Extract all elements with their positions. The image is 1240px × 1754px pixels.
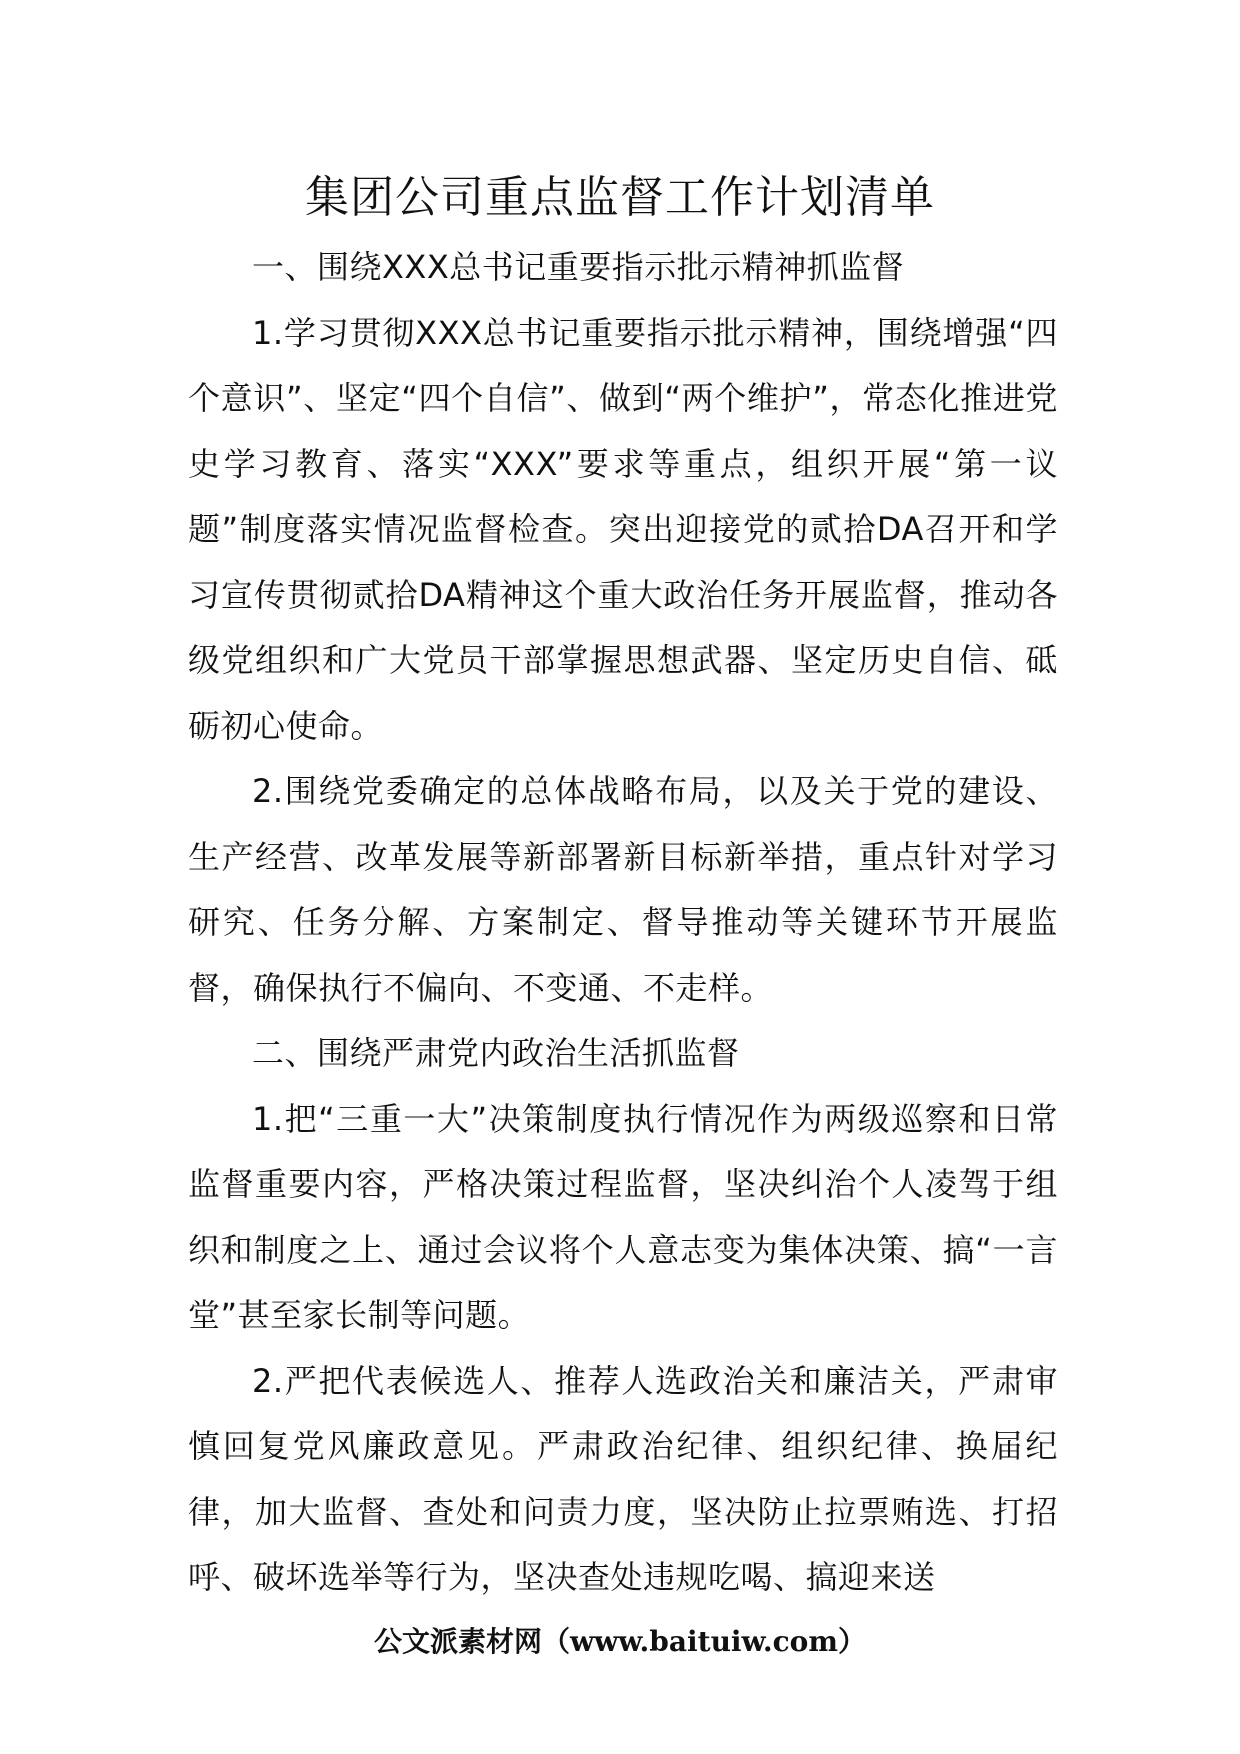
document-body [188,235,1058,1611]
section-heading-2: 二、围绕严肃党内政治生活抓监督 [252,1034,740,1072]
paragraph-2-2: 2.严把代表候选人、推荐人选政治关和廉洁关，严肃审慎回复党风廉政意见。严肃政治纪律、组织纪律、换届纪律，加大监督、查处和问责力度，坚决防止拉票贿选、打招呼、破坏选举等行为，坚决查处违规吃喝、搞迎来送 [188,1361,1058,1596]
paragraph-1-1: 1.学习贯彻XXX总书记重要指示批示精神，围绕增强“四个意识”、坚定“四个自信”、做到“两个维护”，常态化推进党史学习教育、落实“XXX”要求等重点，组织开展“第一议题”制度落实情况监督检查。突出迎接党的贰拾DA召开和学习宣传贯彻贰拾DA精神这个重大政治任务开展监督，推动各级党组织和广大党员干部掌握思想武器、坚定历史自信、砥砺初心使命。 [188,313,1058,745]
paragraph-1-2: 2.围绕党委确定的总体战略布局，以及关于党的建设、生产经营、改革发展等新部署新目标新举措，重点针对学习研究、任务分解、方案制定、督导推动等关键环节开展监督，确保执行不偏向、不变通、不走样。 [188,772,1058,1007]
footer-watermark: 公文派素材网（www.baituiw.com） [374,1625,866,1658]
document-title: 集团公司重点监督工作计划清单 [305,172,935,223]
section-heading-1: 一、围绕XXX总书记重要指示批示精神抓监督 [252,248,905,286]
paragraph-2-1: 1.把“三重一大”决策制度执行情况作为两级巡察和日常监督重要内容，严格决策过程监督，坚决纠治个人凌驾于组织和制度之上、通过会议将个人意志变为集体决策、搞“一言堂”甚至家长制等问题。 [188,1099,1058,1334]
